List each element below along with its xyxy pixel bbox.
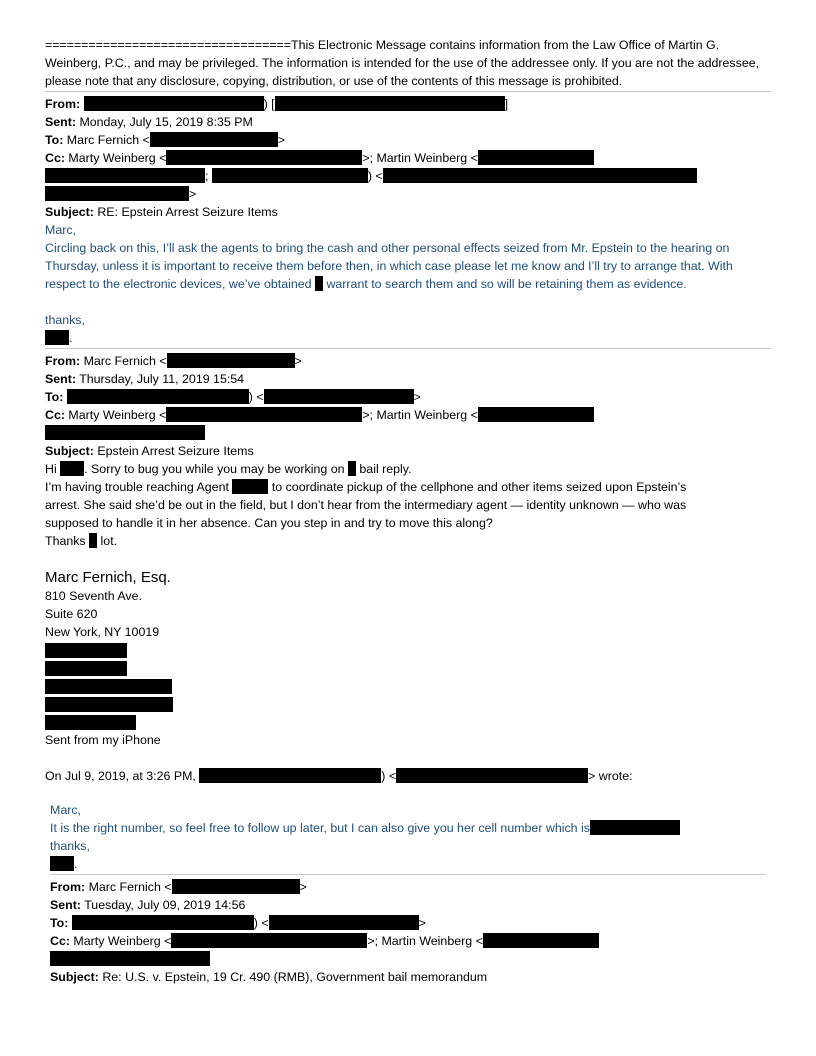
- redaction: [478, 150, 594, 165]
- to-label: To:: [45, 390, 64, 404]
- quote-text: > wrote:: [588, 769, 633, 783]
- email2-body-line1: [45, 478, 686, 496]
- sent-label: Sent:: [45, 115, 76, 129]
- redaction: [45, 186, 189, 201]
- email1-body: [45, 239, 771, 293]
- email1-closing: thanks,: [45, 313, 85, 327]
- email1-cc-cont: ; ) <: [45, 167, 697, 185]
- redaction: [45, 425, 205, 440]
- redaction: [45, 697, 173, 712]
- redaction: [60, 461, 84, 476]
- redaction: [315, 276, 323, 291]
- email1-from: From: ) [ ]: [45, 97, 509, 111]
- email2-thanks: [45, 532, 117, 550]
- quote-attribution: On Jul 9, 2019, at 3:26 PM, ) < > wrote:: [45, 769, 633, 783]
- body-text: . Sorry to bug you while you may be working on: [84, 462, 345, 476]
- redaction: [45, 661, 127, 676]
- email3-sent: [50, 896, 245, 914]
- redaction: [167, 353, 295, 368]
- cc-name: Marty Weinberg <: [73, 934, 172, 948]
- from-name: Marc Fernich <: [83, 354, 167, 368]
- quote-text: On Jul 9, 2019, at 3:26 PM,: [45, 769, 196, 783]
- from-label: From:: [45, 97, 81, 111]
- redaction: [478, 407, 594, 422]
- redaction: [264, 389, 414, 404]
- body-text: to coordinate pickup of the cellphone and other items seized upon Epstein’s: [271, 480, 687, 494]
- email1-subject: [45, 203, 278, 221]
- email2-sent: [45, 370, 244, 388]
- redaction: [212, 168, 368, 183]
- redaction: [172, 879, 300, 894]
- email2-body-line3: supposed to handle it in her absence. Can you step in and try to move this along?: [45, 516, 493, 530]
- email3-cc-cont: [50, 950, 210, 968]
- body-text: Hi: [45, 462, 57, 476]
- quote-salutation: Marc,: [50, 803, 81, 817]
- cc-name: Marty Weinberg <: [68, 151, 167, 165]
- redaction: [45, 330, 69, 345]
- body-text: bail reply.: [359, 462, 412, 476]
- redaction: [383, 168, 697, 183]
- legal-disclaimer: ==================================This Electronic Message contains information from the Law Office of Martin G. Weinberg, P.C., and may be privileged. The information is intended for the use of the addressee only. If you are not the addressee, please note that any disclosure, copying, distribution, or use of the contents of this message is prohibited.: [45, 38, 760, 88]
- redaction: [483, 933, 599, 948]
- sent-date: Monday, July 15, 2019 8:35 PM: [79, 115, 253, 129]
- to-label: To:: [50, 916, 69, 930]
- from-label: From:: [50, 880, 86, 894]
- redaction: [396, 768, 588, 783]
- body-text: Thanks: [45, 534, 86, 548]
- cc-label: Cc:: [45, 151, 65, 165]
- from-name: Marc Fernich <: [88, 880, 172, 894]
- subject-label: Subject:: [45, 205, 94, 219]
- email2-greeting: [45, 460, 412, 478]
- email2-from: From: Marc Fernich < >: [45, 354, 302, 368]
- email2-to: To: ) < >: [45, 390, 421, 404]
- body-text: lot.: [100, 534, 118, 548]
- redaction: [199, 768, 381, 783]
- redaction: [232, 479, 268, 494]
- subject-label: Subject:: [45, 444, 94, 458]
- email2-cc-cont: [45, 424, 205, 442]
- redaction: [348, 461, 356, 476]
- body-text: warrant to search them and so will be retaining them as evidence.: [326, 277, 687, 291]
- to-name: Marc Fernich <: [66, 133, 150, 147]
- redaction: [590, 820, 680, 835]
- signature-name: Marc Fernich, Esq.: [45, 569, 171, 586]
- email1-to: To: Marc Fernich < >: [45, 133, 286, 147]
- email1-signoff: .: [45, 329, 72, 347]
- email3-subject: [50, 968, 487, 986]
- email2-body-line2: arrest. She said she’d be out in the field, but I don’t hear from the intermediary agent — identity unknown — who was: [45, 498, 687, 512]
- from-label: From:: [45, 354, 81, 368]
- divider: [50, 874, 766, 875]
- subject-text: RE: Epstein Arrest Seizure Items: [97, 205, 278, 219]
- email2-cc: [45, 406, 594, 424]
- body-text: Circling back on this, I’ll ask the agents to bring the cash and other personal effects seized from Mr. Epstein to the hearing on Thursday, unless it is important to receive them before then, in which case please let me know and I’ll try to arrange that. With respect to the electronic devices, we’ve obtained: [45, 241, 733, 291]
- sent-date: Tuesday, July 09, 2019 14:56: [84, 898, 246, 912]
- cc-label: Cc:: [50, 934, 70, 948]
- divider: [45, 91, 771, 92]
- sent-date: Thursday, July 11, 2019 15:54: [79, 372, 245, 386]
- subject-text: Re: U.S. v. Epstein, 19 Cr. 490 (RMB), Government bail memorandum: [102, 970, 488, 984]
- cc-label: Cc:: [45, 408, 65, 422]
- email1-salutation: Marc,: [45, 223, 76, 237]
- redaction: [50, 856, 74, 871]
- email3-to: To: ) < >: [50, 916, 426, 930]
- quote-body: [50, 819, 680, 837]
- redaction: [45, 168, 205, 183]
- email1-cc: [45, 149, 594, 167]
- cc-name: Marty Weinberg <: [68, 408, 167, 422]
- email3-from: From: Marc Fernich < >: [50, 880, 307, 894]
- redaction: [45, 679, 172, 694]
- redaction: [171, 933, 367, 948]
- sent-from-note: Sent from my iPhone: [45, 733, 161, 747]
- redaction: [89, 533, 97, 548]
- redaction: [67, 389, 249, 404]
- to-label: To:: [45, 133, 64, 147]
- redaction: [45, 643, 127, 658]
- redaction: [275, 96, 505, 111]
- redaction: [269, 915, 419, 930]
- body-text: I’m having trouble reaching Agent: [45, 480, 229, 494]
- redaction: [150, 132, 278, 147]
- redaction: [84, 96, 264, 111]
- redaction: [166, 407, 362, 422]
- redaction: [50, 951, 210, 966]
- cc-name: >; Martin Weinberg <: [362, 408, 478, 422]
- subject-text: Epstein Arrest Seizure Items: [97, 444, 254, 458]
- email3-cc: [50, 932, 599, 950]
- email1-cc-cont2: >: [45, 185, 196, 203]
- cc-name: >; Martin Weinberg <: [362, 151, 478, 165]
- quote-closing: thanks,: [50, 839, 90, 853]
- subject-label: Subject:: [50, 970, 99, 984]
- signature-address-3: New York, NY 10019: [45, 625, 160, 639]
- divider: [45, 348, 771, 349]
- redaction: [166, 150, 362, 165]
- signature-address-2: Suite 620: [45, 607, 98, 621]
- redaction: [72, 915, 254, 930]
- quote-signoff: .: [50, 855, 77, 873]
- redaction: [45, 715, 136, 730]
- signature-address-1: 810 Seventh Ave.: [45, 589, 142, 603]
- email2-subject: [45, 442, 254, 460]
- quote-text: It is the right number, so feel free to follow up later, but I can also give you her cell number which is: [50, 821, 590, 835]
- sent-label: Sent:: [50, 898, 81, 912]
- sent-label: Sent:: [45, 372, 76, 386]
- cc-name: >; Martin Weinberg <: [367, 934, 483, 948]
- email1-sent: [45, 113, 253, 131]
